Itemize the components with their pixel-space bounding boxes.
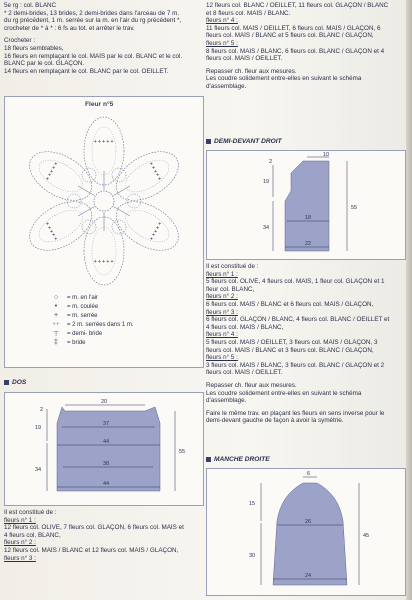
stitch-cross: + [45,221,50,228]
inner-loop [112,220,126,234]
demi-devant-schematic-box [206,150,406,260]
mid-lines-line: fleurs col. MAÏS / OEILLET. [206,369,283,377]
petal-spoke [114,207,130,217]
dos-dim-w4: 44 [103,481,110,487]
fleur-diagram-box [4,96,204,368]
stitch-cross: + [93,259,97,265]
petal-inner [121,204,175,249]
petal-outline [21,142,100,211]
demi-devant-schematic [207,151,405,259]
inner-loop [67,194,81,208]
manche-dim-body: 30 [249,553,256,559]
dos-dim-w1: 37 [103,421,110,427]
left-bottom-line: 12 fleurs col. MAÏS / BLANC et 12 fleurs col. MAÏS / GLAÇON, [4,546,179,554]
mid-lines-line: Il est constitué de : [206,263,259,270]
stitch-cross: + [151,232,156,239]
left-top-instructions [4,2,202,32]
stitch-cross: + [156,172,160,179]
stitch-cross: + [158,176,162,183]
mid-lines-line: 5 fleurs col. MAÏS / OEILLET, 3 fleurs col. MAÏS / GLAÇON, 3 [206,338,378,346]
petal-outline [21,192,100,261]
demi-dim-top: 10 [323,152,330,158]
petal-spoke [114,186,130,196]
mid-lines-line: fleurs n° 1 : [206,270,238,278]
mid-lines-line: fleurs n° 4 : [206,331,238,339]
left-column [4,2,202,75]
section-square-icon [206,457,211,462]
stitch-cross: + [47,172,52,179]
legend-symbol-icon: + [53,312,59,319]
mid-lines-line: 4 fleurs col. MAÏS / BLANC, [206,323,284,331]
stitch-cross: + [110,139,114,145]
dos-schematic-box [4,392,204,506]
legend-label: = m. serrée [67,312,98,319]
inner-loop [127,194,141,208]
petal-inner [34,154,88,199]
mid-lines-line: fleur col. BLANC, [206,285,255,293]
demi-devant-heading [206,138,282,145]
dos-dim-armhole: 19 [35,425,42,431]
dos-schematic [5,393,203,505]
dos-dim-top: 20 [101,399,108,405]
demi-devant-shape [285,161,329,251]
right-top-line: fleurs col. MAÏS / OEILLET. [206,55,283,63]
fleur-title: Fleur n°5 [85,101,114,108]
demi-composition-text [206,263,406,377]
petal-inner [34,204,88,249]
petal-outline [108,192,187,261]
dos-dim-w3: 38 [103,461,110,467]
crochet-title: Crocheter : [4,37,36,45]
right-top-line: fleurs n° 5 : [206,39,238,47]
mid-lines-line: 5 fleurs col. OLIVE, 4 fleurs col. MAÏS, 1 fleur col. GLAÇON et 1 [206,278,385,286]
assemble1-line: Repasser ch. fleur aux mesures. [206,67,297,75]
assemble1-line: d'assemblage. [206,82,247,90]
stitch-cross: + [151,165,156,172]
stitch-cross: + [102,139,106,145]
assemble2-line: d'assemblage. [206,397,247,405]
legend-row [45,320,134,329]
crochet-instructions [4,45,202,75]
right-top-line: 11 fleurs col. MAÏS / OEILLET, 6 fleurs col. MAÏS / GLAÇON, 6 [206,24,381,32]
legend-symbol-icon: • [54,303,58,310]
symbol-legend [45,293,134,347]
dos-composition-text [4,509,202,562]
petal-spoke [78,186,94,196]
manche-schematic-box [206,468,406,596]
mid-lines-line: 6 fleurs col. MAÏS / BLANC et 6 fleurs col. MAÏS / GLAÇON, [206,300,374,308]
left-top-line: crocheter de * à * : 6 fs au tot. et arrêter le trav. [4,24,135,32]
stitch-cross: + [47,225,52,232]
crochet-lines-line: 16 fleurs en remplaçant le col. MAÏS par le col. BLANC et le col. [4,52,183,60]
legend-label: = 2 m. serrées dans 1 m. [67,321,134,328]
legend-label: = m. en l'air [67,294,98,301]
mid-lines-line: fleurs col. MAÏS / BLANC et 3 fleurs col. BLANC / GLAÇON, [206,346,374,354]
manche-dim-w2: 24 [305,573,312,579]
right-top-line: fleurs col. MAÏS / BLANC et 5 fleurs col. BLANC / GLAÇON, [206,32,374,40]
legend-row [45,311,134,320]
stitch-cross: + [45,176,50,183]
left-top-line: * 2 demi-brides, 13 brides, 2 demi-brides dans l'arceau de 7 m. [4,9,180,17]
dos-title: DOS [12,379,27,386]
dos-composition [4,509,202,562]
manche-shape [273,483,347,585]
legend-symbol-icon: ‡ [54,339,58,346]
left-bottom-line: 12 fleurs col. OLIVE, 7 fleurs col. GLAÇON, 6 fleurs col. MAÏS et [4,524,184,532]
right-top-line: 8 fleurs col. MAÏS / BLANC, 6 fleurs col. BLANC / GLAÇON et 4 [206,47,385,55]
symmetry-instructions [206,410,406,425]
assemble2-line: Les coudre solidement entre-elles en suivant le schéma [206,389,362,397]
stitch-cross: + [52,165,56,172]
stitch-cross: + [110,259,114,265]
petal-inner [92,127,116,175]
legend-symbol-icon: ○ [53,294,59,301]
section-square-icon [206,139,211,144]
petal-inner [121,154,175,199]
left-bottom-line: 4 fleurs col. BLANC, [4,531,61,539]
demi-dim-body: 34 [263,225,270,231]
right-top-line: fleurs n° 4 : [206,17,238,25]
stitch-cross: + [153,229,158,235]
dos-dim-total: 55 [179,449,186,455]
manche-dim-total: 45 [363,533,370,539]
legend-label: = bride [67,339,86,346]
dos-shape [57,407,160,491]
mid-lines-line: fleurs n° 2 : [206,293,238,301]
stitch-cross: + [54,236,58,243]
stitch-cross: + [97,139,102,145]
stitch-cross: + [106,259,110,265]
page-binding-edge [406,0,412,600]
left-bottom-line: fleurs n° 3 : [4,554,36,562]
stitch-cross: + [52,232,56,239]
mid-lines-line: 6 fleurs col. GLAÇON / BLANC, 4 fleurs col. BLANC / OEILLET et [206,316,390,324]
assemble2-line: Repasser ch. fleur aux mesures. [206,381,297,389]
right-top-line: et 8 fleurs col. MAÏS / BLANC. [206,9,291,17]
dos-heading [4,379,26,386]
inner-loop [112,168,126,182]
demi-dim-shoulder: 2 [269,159,273,165]
inner-loop [82,220,96,234]
legend-symbol-icon: ⊤ [52,330,60,338]
legend-row [45,338,134,347]
stitch-cross: + [106,139,110,145]
manche-dim-w1: 26 [305,519,312,525]
manche-title: MANCHE DROITE [214,456,270,463]
flower-crochet-diagram [5,111,203,291]
section-square-icon [4,380,9,385]
left-bottom-line: Il est constitué de : [4,509,57,516]
left-top-line: du rg précédent, 1 m. serrée sur la m. en l'air du rg précédent *, [4,17,182,25]
stitch-cross: + [50,169,54,175]
dos-dim-body: 34 [35,467,42,473]
demi-dim-armhole: 19 [263,179,270,185]
crochet-lines-line: 18 fleurs semblables, [4,44,64,52]
stitch-cross: + [97,259,102,265]
stitch-cross: + [102,259,106,265]
stitch-cross: + [153,169,158,175]
demi-dim-total: 55 [351,205,358,211]
sym-lines-line: demi-devant gauche de façon à avoir la symétrie. [206,417,344,425]
stitch-cross: + [158,221,162,228]
dos-dim-shoulder: 2 [40,407,44,413]
legend-label: = m. coulée [67,303,99,310]
stitch-cross: + [54,161,58,168]
petal-outline [108,142,187,211]
stitch-cross: + [149,161,153,168]
demi-dim-w1: 18 [305,215,312,221]
mid-lines-line: fleurs n° 5 : [206,354,238,362]
crochet-lines-line: 14 fleurs en remplaçant le col. BLANC par le col. OEILLET. [4,67,169,75]
demi-devant-title: DEMI-DEVANT DROIT [214,138,282,145]
legend-row [45,293,134,302]
center-ring [94,191,114,211]
legend-row [45,302,134,311]
dos-dim-w2: 44 [103,439,110,445]
assemble-instructions-1 [206,68,406,91]
left-bottom-line: fleurs n° 2 : [4,539,36,547]
mid-lines-line: 3 fleurs col. MAÏS / BLANC, 3 fleurs col. BLANC / GLAÇON et 2 [206,361,385,369]
petal-inner [92,227,116,275]
sym-lines-line: Faire le même trav. en plaçant les fleurs en sens inverse pour le [206,409,385,417]
right-column [206,2,406,91]
left-bottom-line: fleurs n° 1 : [4,516,36,524]
right-top-line: 12 fleurs col. BLANC / OEILLET, 11 fleurs col. GLAÇON / BLANC [206,2,389,9]
stitch-cross: + [156,225,160,232]
manche-dim-cap: 15 [249,501,256,507]
manche-schematic [207,469,405,595]
left-top-line: 5e rg : col. BLANC [4,2,57,9]
right-top-instructions [206,2,406,63]
manche-dim-top: 6 [307,471,311,477]
assemble-instructions-2 [206,382,406,405]
demi-dim-w2: 22 [305,241,312,247]
demi-devant-composition [206,263,406,425]
crochet-lines-line: BLANC par le col. GLAÇON. [4,60,85,68]
stitch-cross: + [93,139,97,145]
assemble1-line: Les coudre solidement entre-elles en suivant le schéma [206,75,362,83]
stitch-cross: + [149,236,153,243]
stitch-cross: + [50,229,54,235]
petal-spoke [78,207,94,217]
mid-lines-line: fleurs n° 3 : [206,308,238,316]
legend-row [45,329,134,338]
inner-loop [82,168,96,182]
manche-heading [206,456,270,463]
legend-symbol-icon: ⁺⁺ [52,321,60,329]
legend-label: = demi- bride [67,330,103,337]
